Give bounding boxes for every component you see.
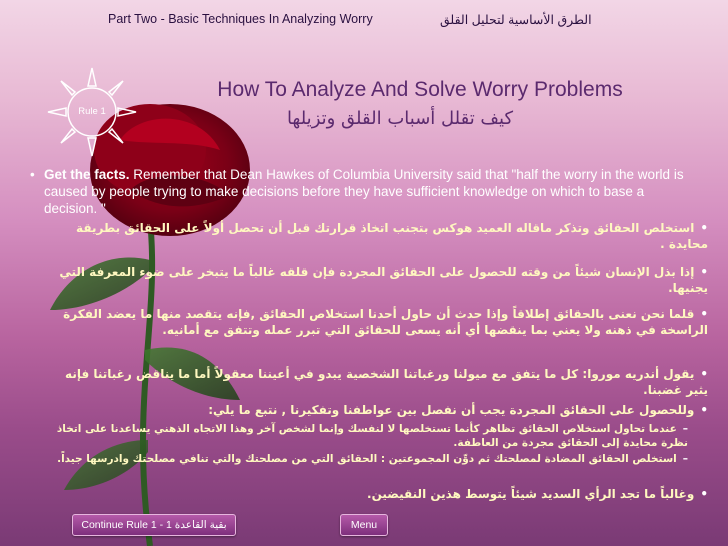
rule-badge-label: Rule 1: [78, 106, 106, 117]
bullet-icon: •: [700, 403, 708, 417]
arabic-bullet-text: استخلص الحقائق وتذكر ماقاله العميد هوكس بتجنب اتخاذ قرارتك قبل أن تحصل أولاً على الحقائق بطريقة محايدة .: [76, 221, 708, 251]
section-header-english: Part Two - Basic Techniques In Analyzing Worry: [108, 12, 373, 26]
bullet-icon: •: [700, 221, 708, 235]
page-title-arabic: كيف تقلل أسباب القلق وتزيلها: [286, 108, 514, 129]
arabic-bullet: [48, 264, 708, 296]
arabic-bullet: [48, 402, 708, 418]
english-bullet-key: Get the facts.: [44, 167, 130, 182]
english-bullet-text: Remember that Dean Hawkes of Columbia University said that "half the worry in the world is caused by people trying to make decisions before they have sufficient knowledge on which to base a decision. ": [44, 167, 684, 216]
arabic-bullet: [48, 366, 708, 398]
continue-rule-button[interactable]: Continue Rule 1 - بقية القاعدة 1: [72, 514, 236, 536]
arabic-subbullet-text: استخلص الحقائق المضادة لمصلحتك ثم دوِّن المجموعتين : الحقائق التي من مصلحتك والتي تنافي مصلحتك وادرسها جيداً.: [57, 453, 677, 465]
arabic-bullet: [48, 220, 708, 252]
arabic-subbullet: [28, 452, 688, 466]
arabic-subbullet-text: عندما تحاول استخلاص الحقائق تظاهر كأنما تستخلصها لا لنفسك وإنما لشخص آخر وهذا الاتجاه الذهني يساعدنا على اتخاذ نظرة محايدة إلى الحقائق مجردة من العاطفة.: [56, 423, 688, 449]
arabic-bullet-final: [48, 486, 708, 502]
bullet-icon: •: [700, 367, 708, 381]
rule-badge: [42, 62, 142, 162]
arabic-subbullet: [28, 422, 688, 450]
arabic-bullet-text: وللحصول على الحقائق المجردة يجب أن نفصل بين عواطفنا وتفكيرنا , نتبع ما يلي:: [208, 403, 695, 417]
page-title-english: How To Analyze And Solve Worry Problems: [217, 78, 623, 101]
arabic-bullet: [48, 306, 708, 338]
arabic-bullet-text: إذا بذل الإنسان شيئاً من وقته للحصول على الحقائق المجردة فإن قلقه غالباً ما يتبخر على ضوء المعرفة التي يجنيها.: [59, 265, 708, 295]
dash-icon: –: [682, 423, 688, 435]
arabic-bullet-text: وغالباً ما تجد الرأي السديد شيئاً يتوسط هذين النقيضين.: [367, 487, 695, 501]
bullet-icon: •: [700, 487, 708, 501]
arabic-bullet-text: قلما نحن نعنى بالحقائق إطلاقاً وإذا حدث أن حاول أحدنا استخلاص الحقائق ,فإنه يتقصد منها ما يعضد الفكرة الراسخة في ذهنه ولا يعني بما ينقضها أي أنه يسعى للحقائق التي تبرر عمله وتتفق مع أمانيه.: [63, 307, 708, 337]
dash-icon: –: [682, 453, 688, 465]
english-bullet: [30, 166, 684, 217]
section-header-arabic: الطرق الأساسية لتحليل القلق: [440, 13, 592, 27]
menu-button[interactable]: Menu: [340, 514, 388, 536]
arabic-bullet-text: يقول أندريه موروا: كل ما يتفق مع ميولنا ورغباتنا الشخصية يبدو في أعيننا معقولاً أما ما يناقض رغباتنا فإنه يثير غضبنا.: [65, 367, 708, 397]
bullet-icon: •: [700, 307, 708, 321]
section-header: [0, 10, 728, 30]
bullet-icon: •: [30, 167, 35, 182]
bullet-icon: •: [700, 265, 708, 279]
